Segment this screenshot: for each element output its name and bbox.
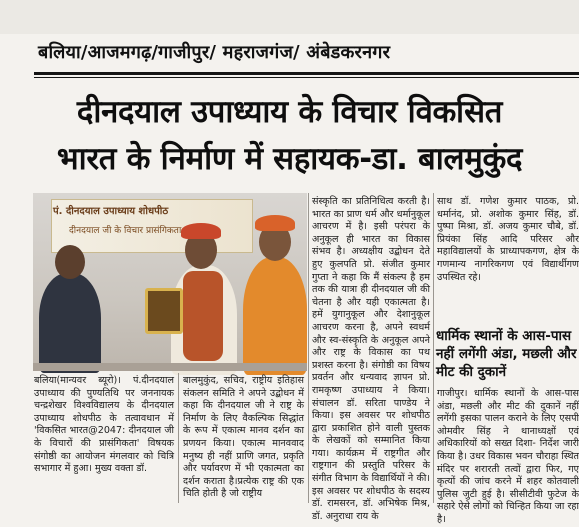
article-column-2 — [183, 375, 304, 503]
article-column-3 — [312, 196, 430, 522]
photo-head-left — [55, 245, 85, 279]
photo-person-right — [243, 257, 307, 375]
column-4-bottom-text: गाजीपुर। धार्मिक स्थानों के आस-पास अंडा, मछली और मीट की दुकानें नहीं लगेंगी इसका पालन कराने के लिए एसपी ओमवीर सिंह ने थानाध्यक्षों एवं अधिकारियों को सख्त दिशा- निर्देश जारी किया है। उधर विकास भवन चौराहा स्थित मंदिर पर शरारती तत्वों द्वारा फिर, गए कृत्यों की जांच करने में शहर कोतवाली पुलिस जुटी हुई है। सीसीटीवी फुटेज के सहारे ऐसे लोगों को चिन्हित किया जा रहा है। — [437, 388, 579, 525]
sub-headline: धार्मिक स्थानों के आस-पास नहीं लगेंगी अंडा, मछली और मीट की दुकानें — [436, 328, 577, 380]
photo-cap-right — [255, 215, 295, 231]
column-divider-3 — [433, 193, 434, 503]
column-1-text: बलिया(मान्यवर ब्यूरो)। पं.दीनदयाल उपाध्याय की पुण्यतिथि पर जननायक चन्द्रशेखर विश्वविद्यालय के दीनदयाल उपाध्याय शोधपीठ के तत्वावधान में 'विकसित भारत@2047: दीनदयाल जी के विचारों की प्रासंगिकता' विषयक संगोष्ठी का आयोजन मंगलवार को चित्रि सभागार में हुआ। मुख्य वक्ता डॉ. — [34, 375, 174, 475]
photo-shawl-center — [183, 271, 223, 361]
photo-cap-center — [181, 223, 221, 239]
photo-banner-text: पं. दीनदयाल उपाध्याय शोधपीठ — [53, 206, 169, 217]
column-divider-2 — [308, 193, 309, 503]
photo-banner-subtext: दीनदयाल जी के विचार प्रासंगिकता — [69, 226, 182, 236]
edition-rule-thick — [34, 72, 579, 75]
article-column-4-top — [437, 196, 579, 324]
column-divider-1 — [178, 373, 179, 503]
headline-line-1: दीनदयाल उपाध्याय के विचार विकसित — [76, 94, 503, 130]
column-4-top-text: साथ डॉ. गणेश कुमार पाठक, प्रो. धर्मानंद, प्रो. अशोक कुमार सिंह, डॉ. पुष्पा मिश्रा, डॉ. अजय कुमार चौबे, डॉ. प्रियंका सिंह आदि परिसर और महाविद्यालयों के प्राध्यापकगण, क्षेत्र के गणमान्य नागरिकगण एवं विद्यार्थीगण उपस्थित रहे। — [437, 196, 579, 283]
article-column-1 — [34, 375, 174, 503]
headline-line-2: भारत के निर्माण में सहायक-डा. बालमुकुंद — [56, 141, 523, 177]
top-margin-strip — [0, 0, 579, 34]
news-photo — [33, 193, 307, 371]
edition-rule-thin — [34, 77, 579, 78]
edition-line: बलिया/आजमगढ़/गाजीपुर/ महराजगंज/ अंबेडकरनगर — [38, 42, 391, 63]
photo-bottom-strip — [33, 363, 307, 371]
column-2-text: बालमुकुंद, सचिव, राष्ट्रीय इतिहास संकलन समिति ने अपने उद्बोधन में कहा कि दीनदयाल जी ने राष्ट्र के निर्माण के लिए वैकल्पिक सिद्धांत के रूप में एकात्म मानव दर्शन का प्रणयन किया। एकात्म मानववाद मनुष्य ही नहीं प्राणि जगत, प्रकृति और पर्यावरण में भी एकात्मता का दर्शन कराता है।प्रत्येक राष्ट्र की एक चिति होती है जो राष्ट्रीय — [183, 375, 304, 500]
photo-plaque — [145, 288, 183, 334]
article-column-4-bottom — [437, 388, 579, 525]
column-3-text: संस्कृति का प्रतिनिधित्व करती है। भारत का प्राण धर्म और धर्मानुकूल आचरण में है। इसी परंपरा के अनुकूल ही भारत का विकास संभव है। अध्यक्षीय उद्बोधन देते हुए कुलपति प्रो. संजीत कुमार गुप्ता ने कहा कि मैं संकल्प है हम तक की यात्रा ही दीनदयाल जी की चेतना है और यही एकात्मता है। हमें युगानुकूल और देशानुकूल आचरण करना है, अपने स्वधर्म और स्व-संस्कृति के अनुकूल अपने और राष्ट्र के विकास का पथ प्रशस्त करना है। संगोष्ठी का विषय प्रवर्तन और धन्यवाद ज्ञापन प्रो. रामकृष्ण उपाध्याय ने किया। संचालन डॉ. सरिता पाण्डेय ने किया। इस अवसर पर शोधपीठ द्वारा प्रकाशित होने वाली पुस्तक के लेखकों को सम्मानित किया गया। कार्यक्रम में राष्ट्रगीत और राष्ट्रगान की प्रस्तुति परिसर के संगीत विभाग के विद्यार्थियों ने की। इस अवसर पर शोधपीठ के सदस्य डॉ. रामसरन, डॉ. अभिषेक मिश्र, डॉ. अनुराधा राय के — [312, 196, 430, 522]
photo-person-left — [39, 273, 101, 373]
